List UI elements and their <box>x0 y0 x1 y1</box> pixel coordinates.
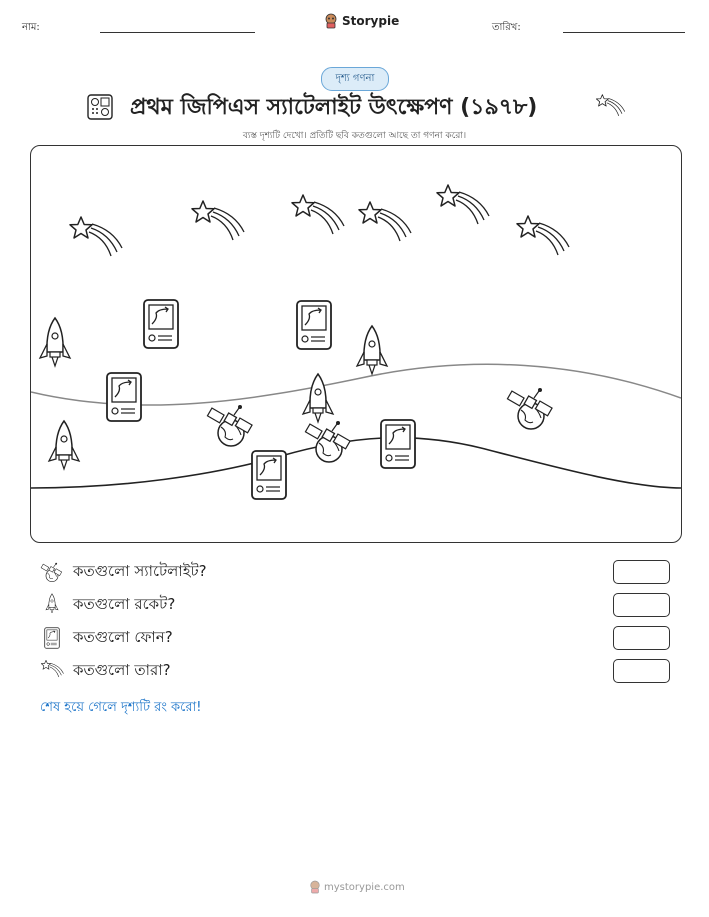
star-5 <box>437 185 489 224</box>
counting-scene <box>30 145 682 543</box>
answer-box-satellites[interactable] <box>613 560 670 584</box>
phone-1 <box>144 300 178 348</box>
question-text: কতগুলো স্যাটেলাইট? <box>73 561 207 580</box>
star-2 <box>192 201 244 240</box>
rocket-2 <box>357 326 387 374</box>
name-label: নাম: <box>22 22 40 33</box>
activity-badge: দৃশ্য গণনা <box>321 67 389 91</box>
question-phones <box>40 626 173 650</box>
rocket-1 <box>40 318 70 366</box>
rocket-4 <box>49 421 79 469</box>
question-rockets <box>40 593 175 617</box>
satellite-1 <box>207 405 252 446</box>
site-footer <box>309 880 405 894</box>
site-url: mystorypie.com <box>324 881 405 893</box>
question-text: কতগুলো ফোন? <box>73 627 173 646</box>
star-4 <box>359 202 411 241</box>
satellite-2 <box>305 421 350 462</box>
rocket-icon <box>40 593 64 617</box>
phone-2 <box>297 301 331 349</box>
date-label: তারিখ: <box>492 22 521 33</box>
answer-box-rockets[interactable] <box>613 593 670 617</box>
star-1 <box>70 217 122 256</box>
star-3 <box>292 195 344 234</box>
coloring-instruction: শেষ হয়ে গেলে দৃশ্যটি রং করো! <box>40 700 202 715</box>
brand-logo <box>324 13 399 29</box>
phone-3 <box>107 373 141 421</box>
answer-box-phones[interactable] <box>613 626 670 650</box>
date-line[interactable] <box>563 32 685 33</box>
star-6 <box>517 216 569 255</box>
satellite-3 <box>507 388 552 429</box>
phone-icon <box>40 626 64 650</box>
question-satellites <box>40 560 207 584</box>
satellite-icon <box>40 560 64 584</box>
question-text: কতগুলো রকেট? <box>73 594 176 613</box>
phone-5 <box>252 451 286 499</box>
phone-4 <box>381 420 415 468</box>
question-text: কতগুলো তারা? <box>73 660 171 679</box>
name-line[interactable] <box>100 32 255 33</box>
storypie-logo-icon <box>309 880 321 894</box>
shooting-star-icon <box>40 659 64 683</box>
question-stars <box>40 659 171 683</box>
rocket-3 <box>303 374 333 422</box>
gps-device-icon <box>87 94 113 120</box>
shooting-star-icon <box>594 93 626 117</box>
brand-name: Storypie <box>342 14 400 28</box>
answer-box-stars[interactable] <box>613 659 670 683</box>
page-title: প্রথম জিপিএস স্যাটেলাইট উৎক্ষেপণ (১৯৭৮) <box>130 95 538 120</box>
instructions: ব্যস্ত দৃশ্যটি দেখো। প্রতিটি ছবি কতগুলো আছে তা গণনা করো। <box>242 131 467 141</box>
storypie-logo-icon <box>324 13 338 29</box>
